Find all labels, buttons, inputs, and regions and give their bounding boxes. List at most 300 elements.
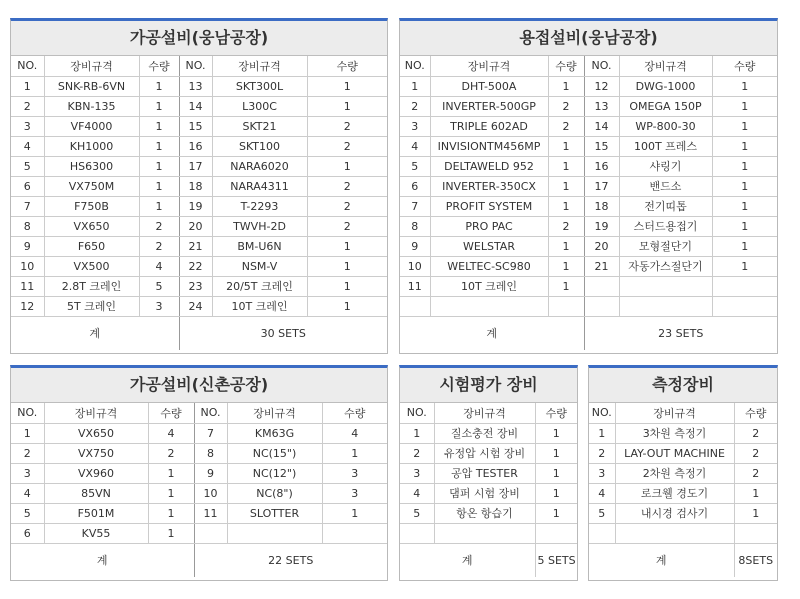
header-no: NO. xyxy=(11,56,44,76)
table-row xyxy=(11,216,387,236)
row-qty: 1 xyxy=(548,136,584,156)
total-value: 5 SETS xyxy=(535,543,577,577)
row-no: 9 xyxy=(194,463,227,483)
table-row xyxy=(589,483,777,503)
row-qty: 1 xyxy=(734,503,777,523)
row-no: 10 xyxy=(194,483,227,503)
table-row xyxy=(11,136,387,156)
total-row xyxy=(400,543,577,577)
header-no: NO. xyxy=(194,403,227,423)
row-spec: 85VN xyxy=(44,483,148,503)
row-spec: 100T 프레스 xyxy=(619,136,712,156)
row-spec: KM63G xyxy=(227,423,322,443)
row-spec: VX750M xyxy=(44,176,139,196)
row-spec: 스터드용접기 xyxy=(619,216,712,236)
row-no: 19 xyxy=(584,216,619,236)
table-row xyxy=(589,503,777,523)
row-qty: 2 xyxy=(548,96,584,116)
row-qty: 1 xyxy=(535,443,577,463)
row-qty: 2 xyxy=(148,443,194,463)
table-row xyxy=(400,116,777,136)
header-spec: 장비규격 xyxy=(44,403,148,423)
row-spec: 내시경 검사기 xyxy=(615,503,734,523)
row-spec: 자동가스절단기 xyxy=(619,256,712,276)
total-label: 계 xyxy=(11,543,194,577)
row-spec xyxy=(615,523,734,543)
row-no: 1 xyxy=(400,423,434,443)
row-qty: 1 xyxy=(307,296,387,316)
row-no: 3 xyxy=(589,463,615,483)
row-spec xyxy=(619,296,712,316)
row-spec: 모형절단기 xyxy=(619,236,712,256)
table-row xyxy=(400,523,577,543)
row-spec: KH1000 xyxy=(44,136,139,156)
table-row xyxy=(400,76,777,96)
row-no: 14 xyxy=(179,96,212,116)
row-no: 4 xyxy=(11,136,44,156)
row-no: 2 xyxy=(589,443,615,463)
row-no: 4 xyxy=(400,136,430,156)
row-spec: 밴드소 xyxy=(619,176,712,196)
table-row xyxy=(400,423,577,443)
header-no: NO. xyxy=(584,56,619,76)
row-no: 20 xyxy=(584,236,619,256)
header-spec: 장비규격 xyxy=(434,403,535,423)
row-qty: 2 xyxy=(307,136,387,156)
row-qty: 1 xyxy=(712,96,777,116)
row-no xyxy=(584,296,619,316)
row-qty: 2 xyxy=(734,423,777,443)
row-qty: 1 xyxy=(139,156,179,176)
row-no: 6 xyxy=(400,176,430,196)
table-row xyxy=(11,156,387,176)
table-row xyxy=(400,276,777,296)
equipment-table xyxy=(11,403,387,577)
row-qty: 1 xyxy=(535,463,577,483)
row-no: 11 xyxy=(194,503,227,523)
total-value: 23 SETS xyxy=(584,316,777,350)
table-row xyxy=(11,96,387,116)
row-spec xyxy=(619,276,712,296)
row-spec: NC(12") xyxy=(227,463,322,483)
row-spec: OMEGA 150P xyxy=(619,96,712,116)
header-qty: 수량 xyxy=(548,56,584,76)
row-qty: 3 xyxy=(139,296,179,316)
row-spec: LAY-OUT MACHINE xyxy=(615,443,734,463)
row-qty: 1 xyxy=(548,236,584,256)
row-qty: 1 xyxy=(712,76,777,96)
row-spec: INVISIONTM456MP xyxy=(430,136,548,156)
panel-welding-woongnam xyxy=(399,18,778,354)
table-row xyxy=(11,276,387,296)
row-spec: T-2293 xyxy=(212,196,307,216)
row-no: 7 xyxy=(11,196,44,216)
total-row xyxy=(400,316,777,350)
row-spec: L300C xyxy=(212,96,307,116)
row-no: 13 xyxy=(179,76,212,96)
header-qty: 수량 xyxy=(712,56,777,76)
table-row xyxy=(400,503,577,523)
row-spec: VX650 xyxy=(44,423,148,443)
row-qty: 1 xyxy=(712,216,777,236)
row-spec: 2차원 측정기 xyxy=(615,463,734,483)
row-spec: TWVH-2D xyxy=(212,216,307,236)
table-row xyxy=(400,96,777,116)
row-no: 8 xyxy=(11,216,44,236)
row-qty: 1 xyxy=(535,503,577,523)
header-no: NO. xyxy=(400,403,434,423)
equipment-table xyxy=(400,56,777,350)
row-qty: 1 xyxy=(734,483,777,503)
row-no: 5 xyxy=(589,503,615,523)
row-spec: SKT300L xyxy=(212,76,307,96)
row-qty xyxy=(322,523,387,543)
row-no: 3 xyxy=(400,463,434,483)
row-no: 3 xyxy=(11,116,44,136)
row-qty: 4 xyxy=(322,423,387,443)
row-no: 8 xyxy=(194,443,227,463)
row-qty: 1 xyxy=(139,136,179,156)
total-value: 30 SETS xyxy=(179,316,387,350)
header-spec: 장비규격 xyxy=(430,56,548,76)
row-qty: 1 xyxy=(307,276,387,296)
header-qty: 수량 xyxy=(322,403,387,423)
row-spec: SKT100 xyxy=(212,136,307,156)
table-row xyxy=(400,443,577,463)
row-no: 5 xyxy=(11,503,44,523)
row-spec xyxy=(430,296,548,316)
row-qty: 1 xyxy=(148,463,194,483)
table-row xyxy=(400,196,777,216)
row-spec: 20/5T 크레인 xyxy=(212,276,307,296)
row-no: 1 xyxy=(11,76,44,96)
row-qty: 2 xyxy=(139,216,179,236)
equipment-table xyxy=(11,56,387,350)
header-no: NO. xyxy=(589,403,615,423)
row-qty: 2 xyxy=(734,463,777,483)
row-spec: NC(8") xyxy=(227,483,322,503)
row-qty: 2 xyxy=(307,116,387,136)
row-qty: 2 xyxy=(307,176,387,196)
row-spec xyxy=(434,523,535,543)
row-no: 10 xyxy=(11,256,44,276)
row-spec: KBN-135 xyxy=(44,96,139,116)
row-no: 4 xyxy=(11,483,44,503)
row-qty: 1 xyxy=(139,196,179,216)
header-no: NO. xyxy=(11,403,44,423)
row-spec: 샤링기 xyxy=(619,156,712,176)
row-qty: 1 xyxy=(148,523,194,543)
header-spec: 장비규격 xyxy=(227,403,322,423)
table-row xyxy=(400,256,777,276)
header-qty: 수량 xyxy=(535,403,577,423)
row-no: 24 xyxy=(179,296,212,316)
header-row xyxy=(589,403,777,423)
row-qty: 4 xyxy=(148,423,194,443)
row-spec: DWG-1000 xyxy=(619,76,712,96)
row-no: 3 xyxy=(400,116,430,136)
row-spec: VF4000 xyxy=(44,116,139,136)
row-qty xyxy=(712,276,777,296)
row-spec: VX960 xyxy=(44,463,148,483)
table-row xyxy=(589,523,777,543)
row-spec: VX750 xyxy=(44,443,148,463)
panel-title: 시험평가 장비 xyxy=(400,368,577,403)
total-row xyxy=(11,316,387,350)
table-row xyxy=(11,503,387,523)
row-qty: 1 xyxy=(548,76,584,96)
row-spec: TRIPLE 602AD xyxy=(430,116,548,136)
row-qty: 1 xyxy=(139,116,179,136)
header-spec: 장비규격 xyxy=(44,56,139,76)
row-no: 21 xyxy=(179,236,212,256)
header-spec: 장비규격 xyxy=(615,403,734,423)
row-no: 20 xyxy=(179,216,212,236)
table-row xyxy=(400,176,777,196)
row-qty: 1 xyxy=(307,156,387,176)
row-qty: 2 xyxy=(548,116,584,136)
row-qty xyxy=(712,296,777,316)
row-no: 16 xyxy=(584,156,619,176)
row-qty: 1 xyxy=(139,76,179,96)
row-qty: 1 xyxy=(712,116,777,136)
row-qty: 3 xyxy=(322,483,387,503)
header-no: NO. xyxy=(179,56,212,76)
table-row xyxy=(400,156,777,176)
panel-machining-sinchon xyxy=(10,365,388,581)
row-qty: 1 xyxy=(548,156,584,176)
row-qty: 5 xyxy=(139,276,179,296)
total-value: 8SETS xyxy=(734,543,777,577)
row-qty: 1 xyxy=(139,176,179,196)
header-spec: 장비규격 xyxy=(619,56,712,76)
panel-title: 측정장비 xyxy=(589,368,777,403)
row-qty: 1 xyxy=(307,96,387,116)
table-row xyxy=(11,483,387,503)
equipment-table xyxy=(400,403,577,577)
header-row xyxy=(11,56,387,76)
row-no: 2 xyxy=(11,96,44,116)
row-spec: WP-800-30 xyxy=(619,116,712,136)
table-row xyxy=(11,176,387,196)
table-row xyxy=(11,463,387,483)
row-no: 22 xyxy=(179,256,212,276)
row-no: 11 xyxy=(11,276,44,296)
row-spec: 댐퍼 시험 장비 xyxy=(434,483,535,503)
row-spec: 유정압 시험 장비 xyxy=(434,443,535,463)
header-qty: 수량 xyxy=(139,56,179,76)
row-no: 7 xyxy=(400,196,430,216)
row-qty: 1 xyxy=(307,236,387,256)
row-no: 17 xyxy=(584,176,619,196)
row-spec: VX500 xyxy=(44,256,139,276)
row-no xyxy=(589,523,615,543)
row-no: 15 xyxy=(179,116,212,136)
row-spec: PROFIT SYSTEM xyxy=(430,196,548,216)
row-spec: NARA4311 xyxy=(212,176,307,196)
row-no: 9 xyxy=(11,236,44,256)
equipment-table xyxy=(589,403,777,577)
row-no: 5 xyxy=(400,156,430,176)
row-no: 14 xyxy=(584,116,619,136)
row-no xyxy=(194,523,227,543)
row-no: 12 xyxy=(584,76,619,96)
table-row xyxy=(11,443,387,463)
row-qty: 4 xyxy=(139,256,179,276)
panel-test-equipment xyxy=(399,365,578,581)
row-spec: KV55 xyxy=(44,523,148,543)
row-qty: 2 xyxy=(307,216,387,236)
row-no: 1 xyxy=(400,76,430,96)
table-row xyxy=(11,236,387,256)
table-row xyxy=(589,463,777,483)
row-qty: 1 xyxy=(307,76,387,96)
row-spec: WELTEC-SC980 xyxy=(430,256,548,276)
row-qty: 1 xyxy=(712,136,777,156)
table-row xyxy=(11,256,387,276)
row-spec: PRO PAC xyxy=(430,216,548,236)
row-spec: DELTAWELD 952 xyxy=(430,156,548,176)
row-no: 5 xyxy=(400,503,434,523)
row-no: 21 xyxy=(584,256,619,276)
row-spec: F750B xyxy=(44,196,139,216)
row-qty: 1 xyxy=(548,176,584,196)
row-no: 1 xyxy=(11,423,44,443)
row-qty xyxy=(734,523,777,543)
row-no: 1 xyxy=(589,423,615,443)
row-no xyxy=(584,276,619,296)
total-label: 계 xyxy=(400,316,584,350)
panel-machining-woongnam xyxy=(10,18,388,354)
header-spec: 장비규격 xyxy=(212,56,307,76)
header-qty: 수량 xyxy=(307,56,387,76)
row-no: 19 xyxy=(179,196,212,216)
row-spec: 공압 TESTER xyxy=(434,463,535,483)
row-no: 23 xyxy=(179,276,212,296)
row-no: 15 xyxy=(584,136,619,156)
row-no: 17 xyxy=(179,156,212,176)
total-label: 계 xyxy=(400,543,535,577)
table-row xyxy=(400,136,777,156)
row-qty: 1 xyxy=(535,483,577,503)
row-no: 2 xyxy=(11,443,44,463)
row-qty xyxy=(548,296,584,316)
table-row xyxy=(11,423,387,443)
table-row xyxy=(11,296,387,316)
table-row xyxy=(400,216,777,236)
row-no: 5 xyxy=(11,156,44,176)
row-spec: 5T 크레인 xyxy=(44,296,139,316)
row-qty: 1 xyxy=(535,423,577,443)
panel-title: 용접설비(웅남공장) xyxy=(400,21,777,56)
row-qty: 1 xyxy=(548,196,584,216)
row-qty: 1 xyxy=(139,96,179,116)
table-row xyxy=(11,523,387,543)
row-qty xyxy=(535,523,577,543)
row-spec: NC(15") xyxy=(227,443,322,463)
row-spec: 질소충전 장비 xyxy=(434,423,535,443)
row-no: 18 xyxy=(584,196,619,216)
row-no: 3 xyxy=(11,463,44,483)
row-qty: 1 xyxy=(712,156,777,176)
row-spec: F650 xyxy=(44,236,139,256)
row-no: 10 xyxy=(400,256,430,276)
row-spec: 3차원 측정기 xyxy=(615,423,734,443)
row-spec xyxy=(227,523,322,543)
row-spec: 로크웰 경도기 xyxy=(615,483,734,503)
row-no: 9 xyxy=(400,236,430,256)
row-spec: INVERTER-500GP xyxy=(430,96,548,116)
row-spec: 10T 크레인 xyxy=(212,296,307,316)
table-row xyxy=(11,76,387,96)
table-row xyxy=(11,116,387,136)
row-qty: 1 xyxy=(307,256,387,276)
row-no: 12 xyxy=(11,296,44,316)
row-qty: 1 xyxy=(712,236,777,256)
row-no xyxy=(400,296,430,316)
row-qty: 2 xyxy=(139,236,179,256)
row-spec: VX650 xyxy=(44,216,139,236)
header-no: NO. xyxy=(400,56,430,76)
row-qty: 1 xyxy=(712,256,777,276)
row-spec: SNK-RB-6VN xyxy=(44,76,139,96)
panel-title: 가공설비(웅남공장) xyxy=(11,21,387,56)
total-row xyxy=(589,543,777,577)
row-qty: 2 xyxy=(734,443,777,463)
row-qty: 1 xyxy=(322,443,387,463)
row-spec: 2.8T 크레인 xyxy=(44,276,139,296)
total-value: 22 SETS xyxy=(194,543,387,577)
row-qty: 2 xyxy=(548,216,584,236)
row-no: 8 xyxy=(400,216,430,236)
row-qty: 1 xyxy=(712,196,777,216)
row-qty: 1 xyxy=(712,176,777,196)
row-qty: 1 xyxy=(548,256,584,276)
row-qty: 1 xyxy=(548,276,584,296)
table-row xyxy=(589,423,777,443)
row-spec: WELSTAR xyxy=(430,236,548,256)
table-row xyxy=(400,296,777,316)
total-label: 계 xyxy=(589,543,734,577)
row-no: 2 xyxy=(400,96,430,116)
row-spec: DHT-500A xyxy=(430,76,548,96)
row-no: 13 xyxy=(584,96,619,116)
row-spec: HS6300 xyxy=(44,156,139,176)
table-row xyxy=(400,483,577,503)
row-spec: 10T 크레인 xyxy=(430,276,548,296)
header-row xyxy=(400,403,577,423)
table-row xyxy=(400,463,577,483)
row-spec: INVERTER-350CX xyxy=(430,176,548,196)
row-no: 18 xyxy=(179,176,212,196)
row-no: 4 xyxy=(400,483,434,503)
row-qty: 2 xyxy=(307,196,387,216)
row-spec: 전기띠톱 xyxy=(619,196,712,216)
row-spec: 항온 항습기 xyxy=(434,503,535,523)
row-spec: BM-U6N xyxy=(212,236,307,256)
panel-title: 가공설비(신촌공장) xyxy=(11,368,387,403)
row-spec: NARA6020 xyxy=(212,156,307,176)
row-qty: 3 xyxy=(322,463,387,483)
row-no: 16 xyxy=(179,136,212,156)
row-qty: 1 xyxy=(148,503,194,523)
row-no: 6 xyxy=(11,523,44,543)
total-label: 계 xyxy=(11,316,179,350)
row-spec: F501M xyxy=(44,503,148,523)
table-row xyxy=(400,236,777,256)
row-spec: SKT21 xyxy=(212,116,307,136)
row-spec: SLOTTER xyxy=(227,503,322,523)
